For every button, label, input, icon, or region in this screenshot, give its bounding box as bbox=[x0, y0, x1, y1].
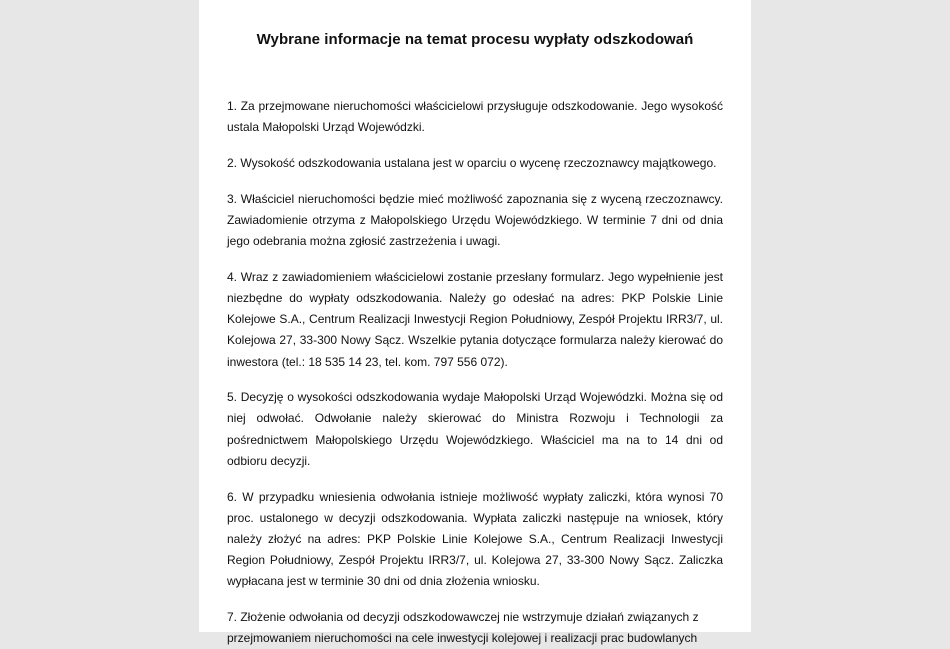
paragraph-list bbox=[227, 96, 723, 649]
paragraph-2: 2. Wysokość odszkodowania ustalana jest w oparciu o wycenę rzeczoznawcy majątkowego. bbox=[227, 155, 717, 170]
paragraph-5: 5. Decyzję o wysokości odszkodowania wydaje Małopolski Urząd Wojewódzki. Można się od niej odwołać. Odwołanie należy skierować do Ministra Rozwoju i Technologii za pośrednictwem Małopolskiego Urzędu Wojewódzkiego. Właściciel ma na to 14 dni od odbioru decyzji. bbox=[227, 390, 723, 468]
document-page bbox=[199, 0, 751, 646]
paragraph-6: 6. W przypadku wniesienia odwołania istnieje możliwość wypłaty zaliczki, która wynosi 70 proc. ustalonego w decyzji odszkodowania. Wypłata zaliczki następuje na wniosek, który należy złożyć na adres: PKP Polskie Linie Kolejowe S.A., Centrum Realizacji Inwestycji Region Południowy, Zespół Projektu IRR3/7, ul. Kolejowa 27, 33-300 Nowy Sącz. Zaliczka wypłacana jest w terminie 30 dni od dnia złożenia wniosku. bbox=[227, 489, 723, 589]
paragraph-3: 3. Właściciel nieruchomości będzie mieć możliwość zapoznania się z wyceną rzeczoznawcy. Zawiadomienie otrzyma z Małopolskiego Urzędu Wojewódzkiego. W terminie 7 dni od dnia jego odebrania można zgłosić zastrzeżenia i uwagi. bbox=[227, 191, 723, 249]
paragraph-1: 1. Za przejmowane nieruchomości właścicielowi przysługuje odszkodowanie. Jego wysokość ustala Małopolski Urząd Wojewódzki. bbox=[227, 99, 723, 135]
paragraph-4: 4. Wraz z zawiadomieniem właścicielowi zostanie przesłany formularz. Jego wypełnienie jest niezbędne do wypłaty odszkodowania. Należy go odesłać na adres: PKP Polskie Linie Kolejowe S.A., Centrum Realizacji Inwestycji Region Południowy, Zespół Projektu IRR3/7, ul. Kolejowa 27, 33-300 Nowy Sącz. Wszelkie pytania dotyczące formularza należy kierować do inwestora (tel.: 18 535 14 23, tel. kom. 797 556 072). bbox=[227, 269, 723, 369]
paragraph-7: 7. Złożenie odwołania od decyzji odszkodowawczej nie wstrzymuje działań związanych z przejmowaniem nieruchomości na cele inwestycji kolejowej i realizacji prac budowlanych bbox=[227, 610, 699, 646]
document-title: Wybrane informacje na temat procesu wypłaty odszkodowań bbox=[256, 31, 694, 48]
